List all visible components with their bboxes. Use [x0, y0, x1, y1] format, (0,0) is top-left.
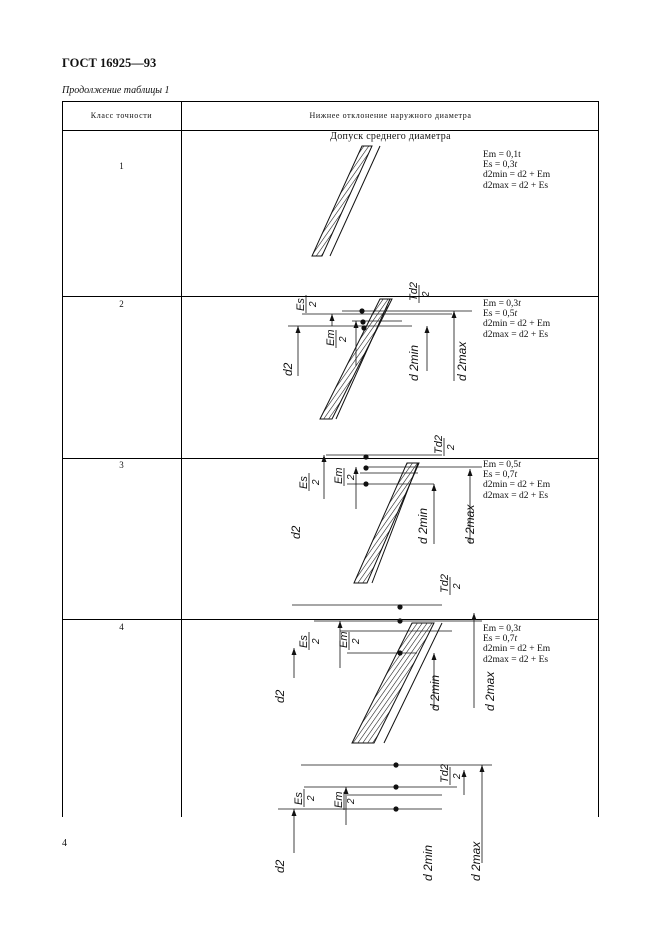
- d2-label: d2: [273, 859, 287, 873]
- es-over-2-label-num: Es: [298, 635, 310, 648]
- tolerance-table: [62, 101, 599, 881]
- em-over-2-label-num: Em: [333, 467, 345, 484]
- formula-d2min: d2min = d2 + Em: [483, 644, 551, 655]
- em-over-2-label-num: Em: [325, 329, 337, 346]
- point-marker: [397, 604, 402, 609]
- formula-em: Em = 0,3t: [483, 299, 521, 309]
- formula-em: Em = 0,1t: [483, 150, 521, 160]
- es-over-2-label-den: 2: [311, 638, 322, 644]
- em-over-2-label-den: 2: [346, 798, 357, 804]
- thread-profile-band: [312, 146, 372, 256]
- formula-em: Em = 0,5t: [483, 460, 521, 470]
- em-over-2-label-num: Em: [338, 631, 350, 648]
- row-divider: [62, 296, 599, 297]
- em-over-2-label-den: 2: [351, 638, 362, 644]
- d2max-label: d 2max: [469, 841, 483, 881]
- formula-block: [483, 150, 550, 191]
- d2min-label: d 2min: [421, 844, 435, 881]
- section-title: Допуск среднего диаметра: [330, 131, 451, 142]
- d2min-label: d 2min: [416, 507, 430, 544]
- d2-label: d2: [281, 362, 295, 376]
- column-header-class: Класс точности: [90, 111, 153, 120]
- d2min-label: d 2min: [428, 674, 442, 711]
- profile-edge-line: [372, 463, 418, 583]
- formula-d2min: d2min = d2 + Em: [483, 480, 551, 491]
- formula-em: Em = 0,3t: [483, 624, 521, 634]
- thread-profile-band: [320, 299, 392, 419]
- document-title: ГОСТ 16925—93: [62, 56, 157, 70]
- column-divider: [181, 101, 182, 817]
- tolerance-diagram-class-4: [212, 623, 483, 881]
- point-marker: [393, 784, 398, 789]
- point-marker: [393, 806, 398, 811]
- accuracy-class-cell: 2: [119, 299, 124, 309]
- point-marker: [363, 454, 368, 459]
- row-divider: [62, 458, 599, 459]
- accuracy-class-cell: 1: [119, 161, 124, 171]
- formula-block: [483, 624, 550, 665]
- tolerance-diagram-class-3: [212, 463, 497, 711]
- table-right-border: [598, 101, 599, 817]
- td2-over-2-label-den: 2: [446, 444, 457, 450]
- es-over-2-label-num: Es: [293, 792, 305, 805]
- thread-profile-band: [354, 463, 419, 583]
- formula-d2max: d2max = d2 + Es: [483, 180, 549, 191]
- formula-d2max: d2max = d2 + Es: [483, 329, 549, 340]
- profile-edge-line: [336, 299, 390, 419]
- formula-es: Es = 0,7t: [483, 634, 518, 645]
- formula-block: [483, 460, 550, 501]
- td2-over-2-label-den: 2: [421, 291, 432, 297]
- page-number: 4: [62, 838, 67, 849]
- formula-block: [483, 299, 550, 340]
- formula-d2min: d2min = d2 + Em: [483, 319, 551, 330]
- row-divider: [62, 619, 599, 620]
- d2max-label: d 2max: [463, 504, 477, 544]
- table-left-border: [62, 101, 63, 817]
- es-over-2-label-den: 2: [308, 301, 319, 307]
- arrowhead: [472, 613, 477, 620]
- formula-es: Es = 0,5t: [483, 309, 518, 320]
- column-header-deviation: Нижнее отклонение наружного диаметра: [309, 111, 472, 120]
- em-over-2-label-den: 2: [346, 474, 357, 480]
- formula-es: Es = 0,3t: [483, 160, 518, 171]
- td2-over-2-label-den: 2: [452, 773, 463, 779]
- tolerance-diagram-class-2: [212, 299, 482, 544]
- d2max-label: d 2max: [483, 671, 497, 711]
- es-over-2-label-num: Es: [298, 476, 310, 489]
- es-over-2-label-den: 2: [306, 795, 317, 801]
- es-over-2-label-den: 2: [311, 479, 322, 485]
- td2-over-2-label-num: Td2: [408, 282, 420, 301]
- arrowhead: [292, 809, 297, 816]
- td2-over-2-label-num: Td2: [433, 435, 445, 454]
- table-continuation-note: Продолжение таблицы 1: [62, 85, 170, 96]
- formula-d2max: d2max = d2 + Es: [483, 654, 549, 665]
- td2-over-2-label-num: Td2: [439, 574, 451, 593]
- formula-d2max: d2max = d2 + Es: [483, 490, 549, 501]
- d2min-label: d 2min: [407, 344, 421, 381]
- d2-label: d2: [289, 525, 303, 539]
- accuracy-class-cell: 3: [119, 460, 124, 470]
- formula-es: Es = 0,7t: [483, 470, 518, 481]
- em-over-2-label-den: 2: [338, 336, 349, 342]
- em-over-2-label-num: Em: [333, 791, 345, 808]
- td2-over-2-label-den: 2: [452, 583, 463, 589]
- tolerance-diagram-class-1: [222, 146, 482, 381]
- d2max-label: d 2max: [455, 341, 469, 381]
- arrowhead: [480, 765, 485, 772]
- es-over-2-label-num: Es: [295, 298, 307, 311]
- formula-d2min: d2min = d2 + Em: [483, 170, 551, 181]
- d2-label: d2: [273, 689, 287, 703]
- point-marker: [393, 762, 398, 767]
- accuracy-class-cell: 4: [119, 622, 124, 632]
- td2-over-2-label-num: Td2: [439, 764, 451, 783]
